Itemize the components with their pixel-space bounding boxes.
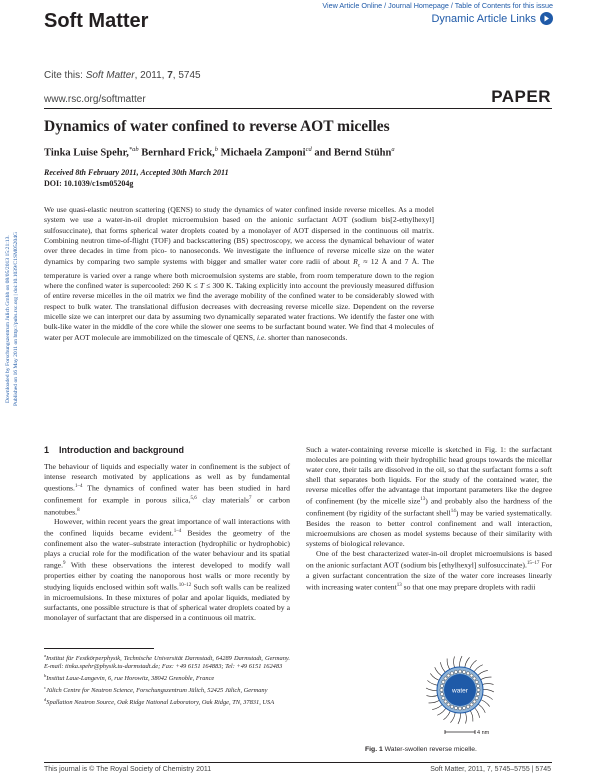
affiliation: $^c$Jülich Centre for Neutron Science, Forschungszentrum Jülich, 52425 Jülich, Germany bbox=[44, 684, 268, 694]
scale-bar-label: 4 nm bbox=[477, 730, 490, 736]
surfactant-head bbox=[440, 688, 443, 691]
figure-caption: Fig. 1 Water-swollen reverse micelle. bbox=[365, 746, 477, 753]
play-arrow-icon bbox=[540, 12, 553, 25]
received-dates: Received 8th February 2011, Accepted 30th March 2011 bbox=[44, 168, 229, 177]
article-title: Dynamics of water confined to reverse AOT micelles bbox=[44, 118, 390, 135]
paragraph: One of the best characterized water-in-oil droplet microemulsions is based on the anionic surfactant AOT (sodium bis [ethylhexyl] sulfosuccinate).$^{15-17}$ For a given surfactant concentration the size of the water core increases linearly with increasing water content$^{13}$ so that one may prepare droplets with radii bbox=[306, 549, 552, 592]
affiliations bbox=[44, 652, 290, 708]
paragraph: The behaviour of liquids and especially water in confinement is the subject of intense research motivated by applications as well as by fundamental questions.$^{1-4}$ The dynamics of confined water has been studied in hard confinement for example in porous silica,$^{5,6}$ clay materials$^7$ or carbon nanotubes.$^8$ bbox=[44, 462, 290, 517]
surfactant-head bbox=[475, 696, 478, 699]
doi[interactable]: DOI: 10.1039/c1sm05204g bbox=[44, 179, 134, 188]
surfactant-head bbox=[442, 696, 445, 699]
surfactant-head bbox=[454, 706, 457, 709]
author-affiliation: b bbox=[214, 146, 219, 153]
footnote-divider bbox=[44, 648, 154, 649]
abstract: We use quasi-elastic neutron scattering (QENS) to study the dynamics of water confined inside reverse micelles. As a model system we use a water-in-oil droplet microemulsion based on the anionic surfactant AOT (sodium bis[2-ethylhexyl] sulfosuccinate), that forms spherical water droplets coated by a monolayer of AOT dispersed in the continuous oil matrix. Combining neutron time-of-flight (TOF) and backscattering (BS) spectroscopy, we access the dynamical behaviour of water over three decades in time from pico- to nanoseconds. We investigate the influence of reverse micelle size on the water dynamics by comparing two sample systems with bigger and smaller water core radii of about $R_c \approx 12$ Å and 7 Å. The temperature is varied over a range where both microemulsion systems are stable, from room temperature down to the region where the confined water is supercooled: 260 K ≤ T ≤ 300 K. Taking explicitly into account the previously measured diffusion of entire reverse micelles in the oil matrix we find the average mobility of the confined water to be considerably slowed with respect to bulk water. The translational diffusion decreases with decreasing reverse micelle size. Dependent on the reverse micelle size we can interpret our data by assuming two dynamically separated water fractions. We identify the faster one with bulk-like water in the middle of the core while the slower one seems to be surfactant bound water. We find that 4 molecules of water per AOT molecule are immobilized on the timescale of QENS, i.e. shorter than nanoseconds. bbox=[44, 205, 434, 342]
section-heading: 1 Introduction and background bbox=[44, 445, 185, 455]
download-notice-line1: Downloaded by Forschungszentrum Julich Gmbh on 08/05/2013 15:21:13. bbox=[5, 235, 11, 403]
surfactant-head bbox=[476, 693, 479, 696]
journal-title: Soft Matter bbox=[44, 10, 149, 32]
dynamic-article-links-label: Dynamic Article Links bbox=[431, 12, 536, 25]
author-name: and Bernd Stühn bbox=[311, 147, 392, 159]
surfactant-head bbox=[463, 670, 466, 673]
surfactant-head bbox=[466, 705, 469, 708]
surfactant-head bbox=[440, 684, 443, 687]
surfactant-head bbox=[444, 677, 447, 680]
surfactant-head bbox=[442, 680, 445, 683]
surfactant-head bbox=[447, 703, 450, 706]
surfactant-head bbox=[444, 700, 447, 703]
surfactant-head bbox=[470, 674, 473, 677]
paragraph: Such a water-containing reverse micelle is sketched in Fig. 1: the surfactant molecules are pointing with their hydrophilic head groups towards the micellar water core, their tails are dissolved in the oil, so that the surfactant forms a soft shell that separates both liquids. For the study of the contained water, the reverse micelles offer the advantage that important parameters like the degree of confinement (by the micelle size$^{13}$) and probably also the hardness of the confinement (by rigidity of the surfactant shell$^{14}$) may be varied systematically. Besides the reason to better control confinement and wall interaction, microemulsions are chosen as model systems because of their similarity with systems of biological relevance. bbox=[306, 445, 552, 548]
surfactant-head bbox=[463, 706, 466, 709]
affiliation: $^a$Institut für Festkörperphysik, Technische Universität Darmstadt, 64289 Darmstadt, Germany. E-mail: tinka.spehr@physik.tu-darmstadt.de; Fax: +49 6151 164883; Tel: +49 6151 162483 bbox=[44, 653, 290, 671]
surfactant-head bbox=[470, 703, 473, 706]
paper-label: PAPER bbox=[491, 87, 551, 106]
surfactant-head bbox=[450, 705, 453, 708]
surfactant-head bbox=[475, 680, 478, 683]
surfactant-head bbox=[476, 684, 479, 687]
author-name: Tinka Luise Spehr, bbox=[44, 147, 129, 159]
surfactant-head bbox=[477, 688, 480, 691]
surfactant-head bbox=[447, 674, 450, 677]
download-notice bbox=[5, 184, 27, 454]
surfactant-head bbox=[454, 670, 457, 673]
affiliation: $^d$Spallation Neutron Source, Oak Ridge National Laboratory, Oak Ridge, TN, 37831, USA bbox=[44, 696, 275, 706]
surfactant-head bbox=[473, 700, 476, 703]
water-core-label: water bbox=[452, 687, 468, 695]
author-list bbox=[44, 146, 395, 159]
reverse-micelle-figure bbox=[405, 646, 515, 738]
download-notice-line2: Published on 16 May 2011 on http://pubs.rsc.org | doi:10.1039/C1SM05204G bbox=[13, 231, 19, 407]
footer-copyright: This journal is © The Royal Society of Chemistry 2011 bbox=[44, 766, 212, 773]
left-column bbox=[44, 445, 290, 623]
affiliation: $^b$Institut Laue-Langevin, 6, rue Horowitz, 38042 Grenoble, France bbox=[44, 673, 215, 683]
surfactant-head bbox=[458, 707, 461, 710]
surfactant-head bbox=[440, 693, 443, 696]
surfactant-head bbox=[466, 672, 469, 675]
dynamic-article-links[interactable] bbox=[431, 12, 553, 25]
author-affiliation: cd bbox=[305, 146, 312, 153]
citation: Cite this: Soft Matter, 2011, 7, 5745 bbox=[44, 70, 201, 81]
footer-page-info: Soft Matter, 2011, 7, 5745–5755 | 5745 bbox=[430, 766, 551, 773]
paragraph: However, within recent years the great importance of wall interactions with the confined liquids became evident.$^{1-4}$ Besides the geometry of the confinement also the water–substrate interaction (hydrophilic or hydrophobic) plays a crucial role for the modification of the water behaviour and its spatial range.$^9$ With these observations the interest developed to modify wall properties either by coating the nanoporous host walls or more recently by studying liquids enclosed within soft walls.$^{10-12}$ Such soft walls can be realized in microemulsions. In these mixtures of polar and apolar liquids, mediated by surfactants, one possible structure is that of spherical water droplets coated by a monolayer of surfactant that are dispersed in a continuous oil matrix. bbox=[44, 517, 290, 622]
footer-divider bbox=[44, 762, 552, 763]
surfactant-head bbox=[458, 670, 461, 673]
author-affiliation: *ab bbox=[128, 146, 139, 153]
author-affiliation: a bbox=[391, 146, 395, 153]
author-name: Bernhard Frick, bbox=[138, 147, 215, 159]
header-divider bbox=[44, 108, 552, 109]
author-name: Michaela Zamponi bbox=[218, 147, 306, 159]
surfactant-head bbox=[450, 672, 453, 675]
surfactant-head bbox=[473, 677, 476, 680]
right-column bbox=[306, 445, 552, 593]
article-links[interactable]: View Article Online / Journal Homepage / Table of Contents for this issue bbox=[322, 1, 553, 10]
journal-website: www.rsc.org/softmatter bbox=[44, 94, 146, 105]
